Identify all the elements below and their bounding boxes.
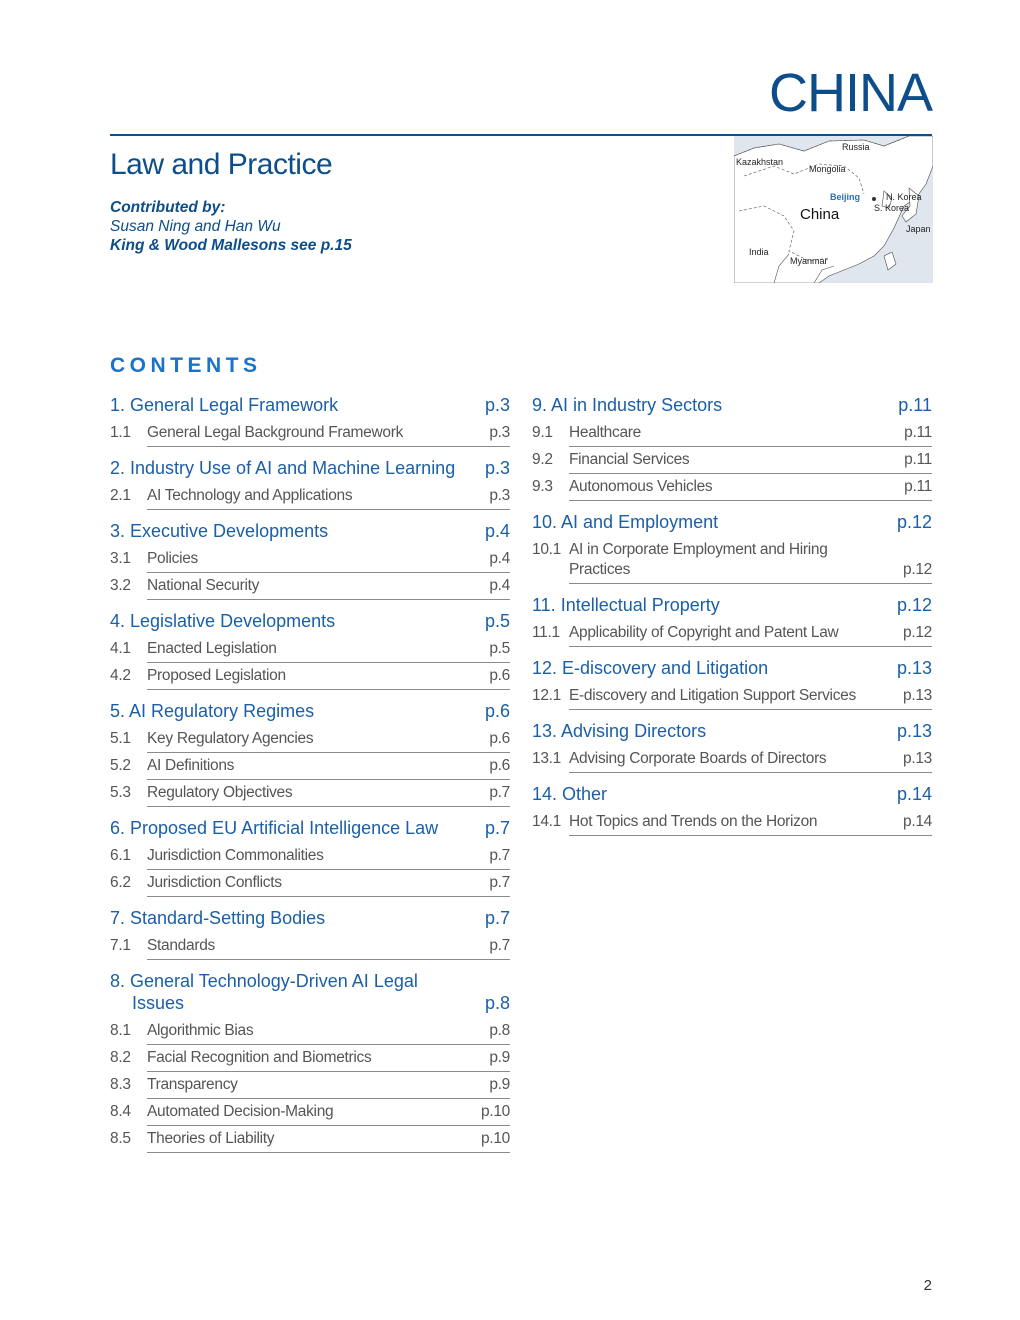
toc-entry-title: Applicability of Copyright and Patent Law <box>569 624 839 641</box>
toc-entry-number: 5.3 <box>110 784 131 801</box>
toc-entry-page: p.7 <box>489 847 510 864</box>
toc-heading-title: 12. E-discovery and Litigation <box>532 658 769 678</box>
toc-heading-title: 1. General Legal Framework <box>110 395 339 415</box>
toc-left-column <box>110 394 510 1163</box>
toc-entry-page: p.14 <box>903 813 932 830</box>
toc-entry[interactable] <box>110 753 510 780</box>
toc-heading-page: p.11 <box>898 395 932 415</box>
toc-entry-title-line2: Practices <box>569 561 631 578</box>
toc-entry[interactable] <box>532 537 932 584</box>
toc-entry-number: 3.1 <box>110 550 131 567</box>
toc-heading-page: p.14 <box>896 784 932 804</box>
toc-entry-title: Algorithmic Bias <box>147 1022 254 1039</box>
toc-entry-page: p.10 <box>481 1103 510 1120</box>
toc-entry[interactable] <box>110 1099 510 1126</box>
toc-entry-page: p.3 <box>489 487 510 504</box>
toc-heading-page: p.13 <box>896 721 932 741</box>
toc-entry-title: E-discovery and Litigation Support Services <box>569 687 856 704</box>
toc-heading[interactable] <box>532 720 932 742</box>
authors: Susan Ning and Han Wu <box>110 218 281 235</box>
toc-entry[interactable] <box>532 420 932 447</box>
toc-section <box>110 907 510 960</box>
toc-entry[interactable] <box>532 474 932 501</box>
toc-entry-title: General Legal Background Framework <box>147 424 404 441</box>
toc-entry-title: Regulatory Objectives <box>147 784 293 801</box>
toc-section <box>110 970 510 1153</box>
toc-entry-title: Key Regulatory Agencies <box>147 730 314 747</box>
country-title: CHINA <box>768 63 932 123</box>
toc-entry-page: p.5 <box>489 640 510 657</box>
toc-entry-number: 8.1 <box>110 1022 131 1039</box>
toc-heading[interactable] <box>110 817 510 839</box>
toc-entry-title: Facial Recognition and Biometrics <box>147 1049 372 1066</box>
toc-section <box>110 817 510 897</box>
toc-heading[interactable] <box>110 610 510 632</box>
toc-entry-number: 12.1 <box>532 687 561 704</box>
toc-heading-page: p.12 <box>896 512 932 532</box>
toc-entry[interactable] <box>110 1045 510 1072</box>
toc-entry-number: 9.1 <box>532 424 553 441</box>
toc-entry-page: p.13 <box>903 750 932 767</box>
toc-heading-title: 11. Intellectual Property <box>532 595 720 615</box>
toc-entry-number: 8.4 <box>110 1103 131 1120</box>
toc-heading-page: p.3 <box>484 395 510 415</box>
section-title: Law and Practice <box>110 148 333 181</box>
toc-heading[interactable] <box>532 657 932 679</box>
toc-section <box>110 457 510 510</box>
toc-heading[interactable] <box>110 970 510 1014</box>
toc-entry-page: p.8 <box>489 1022 510 1039</box>
toc-entry-page: p.9 <box>489 1049 510 1066</box>
toc-entry-title: Healthcare <box>569 424 641 441</box>
toc-entry-page: p.12 <box>903 624 932 641</box>
toc-entry-number: 8.2 <box>110 1049 131 1066</box>
toc-entry[interactable] <box>110 663 510 690</box>
toc-entry[interactable] <box>110 1072 510 1099</box>
toc-entry-title: AI Definitions <box>147 757 235 774</box>
toc-entry[interactable] <box>110 546 510 573</box>
toc-entry-page: p.3 <box>489 424 510 441</box>
map-label-myanmar: Myanmar <box>790 256 828 266</box>
toc-heading-title-line2: Issues <box>132 993 185 1013</box>
toc-heading-title: 7. Standard-Setting Bodies <box>110 908 326 928</box>
toc-entry-title: National Security <box>147 577 260 594</box>
toc-entry-number: 8.3 <box>110 1076 131 1093</box>
toc-entry-number: 5.1 <box>110 730 131 747</box>
toc-entry[interactable] <box>110 870 510 897</box>
map-label-beijing: Beijing <box>830 192 861 202</box>
toc-entry-title: Jurisdiction Commonalities <box>147 847 324 864</box>
toc-entry-number: 4.1 <box>110 640 131 657</box>
toc-entry-title: Policies <box>147 550 199 567</box>
contributors-block <box>110 198 352 255</box>
china-map <box>734 136 933 283</box>
toc-entry-page: p.13 <box>903 687 932 704</box>
toc-section <box>532 657 932 710</box>
toc-heading-title-line1: 8. General Technology-Driven AI Legal <box>110 971 418 991</box>
toc-right-column <box>532 394 932 846</box>
toc-entry[interactable] <box>110 1126 510 1153</box>
toc-entry-page: p.7 <box>489 874 510 891</box>
beijing-dot <box>872 197 876 201</box>
toc-heading-page: p.3 <box>484 458 510 478</box>
toc-entry-number: 6.1 <box>110 847 131 864</box>
toc-entry[interactable] <box>532 447 932 474</box>
toc-entry-title: Transparency <box>147 1076 238 1093</box>
toc-entry-number: 13.1 <box>532 750 561 767</box>
toc-section <box>110 610 510 690</box>
toc-section <box>110 520 510 600</box>
toc-entry-page: p.7 <box>489 784 510 801</box>
toc-entry[interactable] <box>110 933 510 960</box>
toc-entry-title-line1: AI in Corporate Employment and Hiring <box>569 541 828 558</box>
toc-entry-page: p.4 <box>489 550 510 567</box>
toc-entry-page: p.6 <box>489 730 510 747</box>
toc-heading[interactable] <box>110 700 510 722</box>
toc-heading-page: p.4 <box>484 521 510 541</box>
toc-heading-page: p.7 <box>484 908 510 928</box>
toc-entry-number: 9.3 <box>532 478 553 495</box>
toc-entry-number: 6.2 <box>110 874 131 891</box>
toc-heading-title: 9. AI in Industry Sectors <box>532 395 723 415</box>
toc-heading-page: p.8 <box>484 993 510 1013</box>
toc-entry-title: AI Technology and Applications <box>147 487 353 504</box>
map-label-india: India <box>749 247 769 257</box>
toc-heading-title: 6. Proposed EU Artificial Intelligence Law <box>110 818 439 838</box>
map-label-mongolia: Mongolia <box>809 164 846 174</box>
toc-entry-page: p.11 <box>904 478 932 495</box>
toc-heading[interactable] <box>532 594 932 616</box>
toc-heading-title: 3. Executive Developments <box>110 521 329 541</box>
toc-entry[interactable] <box>532 683 932 710</box>
toc-heading-title: 2. Industry Use of AI and Machine Learning <box>110 458 456 478</box>
toc-heading-page: p.5 <box>484 611 510 631</box>
map-label-s-korea: S. Korea <box>874 203 910 213</box>
toc-heading-title: 10. AI and Employment <box>532 512 719 532</box>
toc-heading[interactable] <box>532 783 932 805</box>
toc-entry-title: Autonomous Vehicles <box>569 478 713 495</box>
toc-section <box>532 594 932 647</box>
toc-entry[interactable] <box>110 780 510 807</box>
toc-entry[interactable] <box>532 620 932 647</box>
toc-entry-page: p.6 <box>489 757 510 774</box>
toc-entry-number: 3.2 <box>110 577 131 594</box>
toc-heading[interactable] <box>110 394 510 416</box>
toc-entry-page: p.9 <box>489 1076 510 1093</box>
toc-entry-number: 1.1 <box>110 424 131 441</box>
contents-heading: CONTENTS <box>110 354 262 377</box>
toc-entry[interactable] <box>110 636 510 663</box>
toc-entry-title: Financial Services <box>569 451 690 468</box>
toc-entry-page: p.4 <box>489 577 510 594</box>
toc-heading[interactable] <box>110 520 510 542</box>
toc-entry-number: 14.1 <box>532 813 561 830</box>
toc-entry[interactable] <box>110 483 510 510</box>
toc-entry-number: 4.2 <box>110 667 131 684</box>
firm-link[interactable]: King & Wood Mallesons see p.15 <box>110 237 352 254</box>
toc-section <box>532 783 932 836</box>
map-label-n-korea: N. Korea <box>886 192 922 202</box>
toc-section <box>532 394 932 501</box>
toc-heading-title: 14. Other <box>532 784 608 804</box>
toc-entry-title: Jurisdiction Conflicts <box>147 874 282 891</box>
toc-entry-title: Standards <box>147 937 215 954</box>
map-label-kazakhstan: Kazakhstan <box>736 157 784 167</box>
toc-entry[interactable] <box>532 746 932 773</box>
toc-entry-number: 9.2 <box>532 451 553 468</box>
toc-entry-number: 5.2 <box>110 757 131 774</box>
toc-heading-page: p.6 <box>484 701 510 721</box>
toc-entry[interactable] <box>110 843 510 870</box>
page-number: 2 <box>923 1277 932 1294</box>
toc-entry[interactable] <box>110 420 510 447</box>
toc-section <box>532 511 932 584</box>
toc-entry-number: 11.1 <box>532 624 560 641</box>
toc-entry[interactable] <box>532 809 932 836</box>
toc-heading-page: p.7 <box>484 818 510 838</box>
toc-entry[interactable] <box>110 726 510 753</box>
toc-entry-page: p.7 <box>489 937 510 954</box>
toc-entry-page: p.6 <box>489 667 510 684</box>
toc-entry-number: 10.1 <box>532 541 561 558</box>
toc-heading[interactable] <box>532 511 932 533</box>
toc-heading[interactable] <box>110 457 510 479</box>
toc-section <box>110 700 510 807</box>
toc-entry-number: 8.5 <box>110 1130 131 1147</box>
toc-heading-page: p.13 <box>896 658 932 678</box>
contributed-label: Contributed by: <box>110 199 226 216</box>
toc-section <box>532 720 932 773</box>
toc-heading-title: 4. Legislative Developments <box>110 611 336 631</box>
toc-entry[interactable] <box>110 1018 510 1045</box>
toc-entry-page: p.11 <box>904 424 932 441</box>
toc-entry[interactable] <box>110 573 510 600</box>
toc-entry-title: Advising Corporate Boards of Directors <box>569 750 827 767</box>
toc-entry-title: Hot Topics and Trends on the Horizon <box>569 813 818 830</box>
toc-entry-title: Enacted Legislation <box>147 640 277 657</box>
toc-entry-title: Automated Decision-Making <box>147 1103 334 1120</box>
toc-entry-title: Proposed Legislation <box>147 667 286 684</box>
toc-heading-title: 13. Advising Directors <box>532 721 707 741</box>
map-label-japan: Japan <box>906 224 931 234</box>
toc-section <box>110 394 510 447</box>
map-label-china: China <box>800 206 840 223</box>
toc-entry-number: 7.1 <box>110 937 131 954</box>
toc-heading-title: 5. AI Regulatory Regimes <box>110 701 315 721</box>
toc-entry-number: 2.1 <box>110 487 131 504</box>
toc-entry-title: Theories of Liability <box>147 1130 275 1147</box>
toc-heading[interactable] <box>532 394 932 416</box>
toc-heading[interactable] <box>110 907 510 929</box>
toc-entry-page: p.10 <box>481 1130 510 1147</box>
toc-entry-page: p.11 <box>904 451 932 468</box>
toc-entry-page: p.12 <box>903 561 932 578</box>
map-label-russia: Russia <box>842 142 870 152</box>
toc-heading-page: p.12 <box>896 595 932 615</box>
